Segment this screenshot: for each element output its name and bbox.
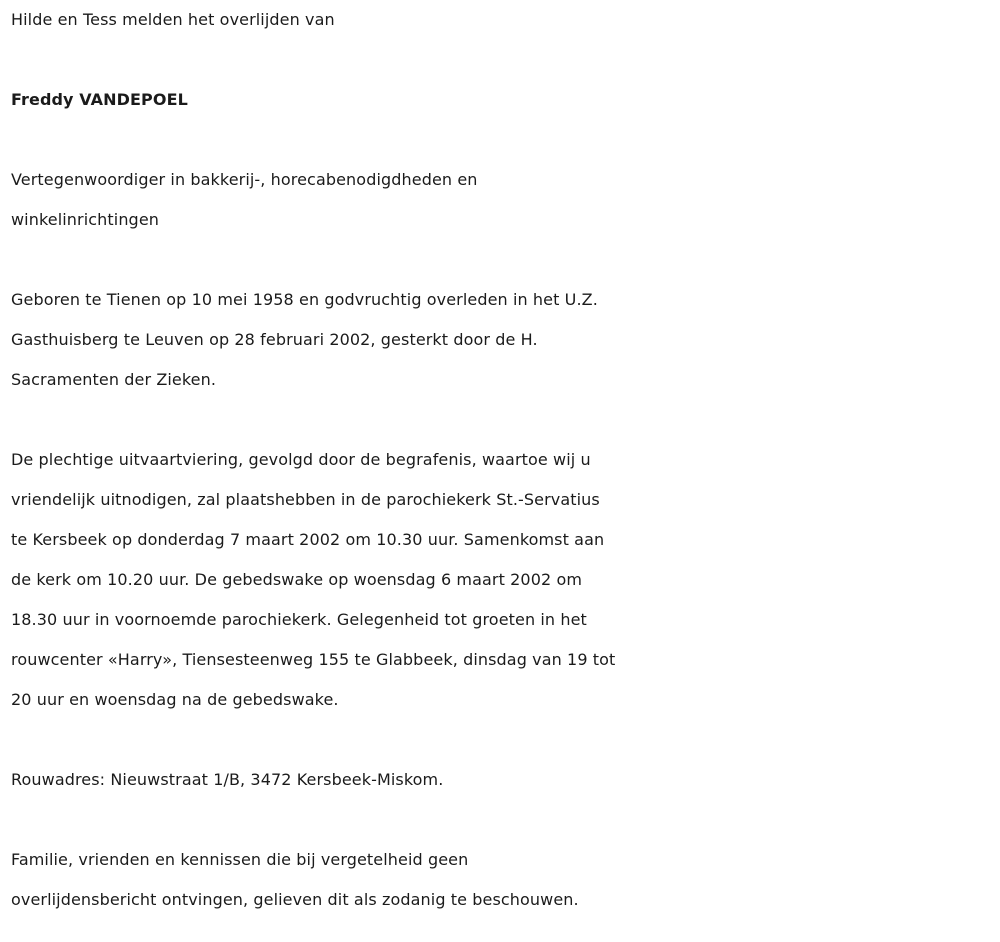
funeral-line: De plechtige uitvaartviering, gevolgd door de begrafenis, waartoe wij u — [11, 450, 591, 469]
birth-death-line: Geboren te Tienen op 10 mei 1958 en godvruchtig overleden in het U.Z. — [11, 290, 598, 309]
mourning-address: Rouwadres: Nieuwstraat 1/B, 3472 Kersbeek-Miskom. — [11, 770, 444, 789]
birth-death-line: Sacramenten der Zieken. — [11, 370, 217, 389]
closing-line: overlijdensbericht ontvingen, gelieven dit als zodanig te beschouwen. — [11, 890, 579, 909]
spacer — [11, 120, 996, 160]
funeral-line: vriendelijk uitnodigen, zal plaatshebben in de parochiekerk St.-Servatius — [11, 490, 600, 509]
birth-death-paragraph — [11, 280, 996, 400]
occupation-line: Vertegenwoordiger in bakkerij-, horecabenodigdheden en — [11, 170, 478, 189]
death-announcement — [11, 0, 996, 920]
spacer — [11, 720, 996, 760]
birth-death-line: Gasthuisberg te Leuven op 28 februari 2002, gesterkt door de H. — [11, 330, 538, 349]
occupation-line: winkelinrichtingen — [11, 210, 160, 229]
intro-line: Hilde en Tess melden het overlijden van — [11, 10, 335, 29]
funeral-line: te Kersbeek op donderdag 7 maart 2002 om 10.30 uur. Samenkomst aan — [11, 530, 605, 549]
spacer — [11, 240, 996, 280]
funeral-paragraph — [11, 440, 996, 720]
closing-line: Familie, vrienden en kennissen die bij vergetelheid geen — [11, 850, 469, 869]
occupation-paragraph — [11, 160, 996, 240]
spacer — [11, 400, 996, 440]
funeral-line: 20 uur en woensdag na de gebedswake. — [11, 690, 339, 709]
closing-paragraph — [11, 840, 996, 920]
funeral-line: rouwcenter «Harry», Tiensesteenweg 155 te Glabbeek, dinsdag van 19 tot — [11, 650, 616, 669]
funeral-line: 18.30 uur in voornoemde parochiekerk. Gelegenheid tot groeten in het — [11, 610, 587, 629]
funeral-line: de kerk om 10.20 uur. De gebedswake op woensdag 6 maart 2002 om — [11, 570, 583, 589]
deceased-name: Freddy VANDEPOEL — [11, 90, 188, 109]
spacer — [11, 40, 996, 80]
spacer — [11, 800, 996, 840]
